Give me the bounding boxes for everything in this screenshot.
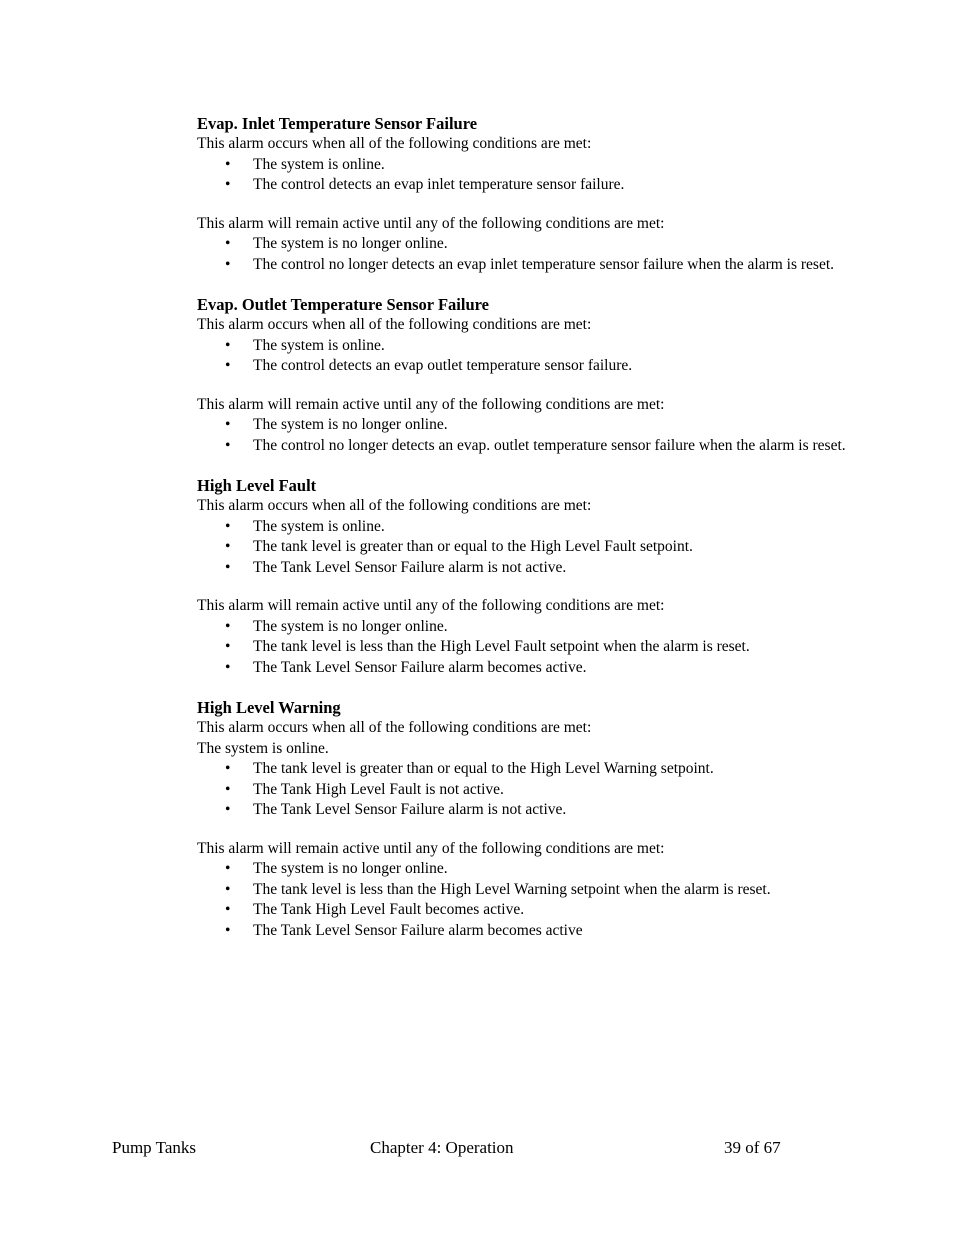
bullet-icon: • xyxy=(225,880,231,898)
bullet-icon: • xyxy=(225,517,231,535)
bullet-icon: • xyxy=(225,558,231,576)
list-item xyxy=(197,617,847,638)
remain-list xyxy=(197,617,847,679)
list-item-text: The Tank High Level Fault becomes active. xyxy=(253,901,525,918)
occurs-intro: This alarm occurs when all of the following conditions are met: xyxy=(197,316,592,333)
bullet-icon: • xyxy=(225,416,231,433)
section-heading: High Level Warning xyxy=(197,698,341,717)
page-footer xyxy=(0,1137,954,1159)
list-item xyxy=(197,537,847,558)
list-item xyxy=(197,155,847,176)
list-item xyxy=(197,415,847,436)
occurs-intro: This alarm occurs when all of the following conditions are met: xyxy=(197,497,592,514)
list-item-text: The tank level is less than the High Level Warning setpoint when the alarm is reset. xyxy=(253,880,771,898)
list-item xyxy=(197,175,847,196)
section-evap-outlet-sensor-failure xyxy=(197,294,847,456)
list-item-text: The control detects an evap outlet temperature sensor failure. xyxy=(253,357,633,374)
occurs-intro: This alarm occurs when all of the following conditions are met: xyxy=(197,719,592,736)
bullet-icon: • xyxy=(225,658,231,676)
list-item-text: The system is online. xyxy=(253,336,385,354)
remain-intro: This alarm will remain active until any of the following conditions are met: xyxy=(197,395,665,413)
list-item xyxy=(197,921,847,942)
remain-list xyxy=(197,415,847,456)
bullet-icon: • xyxy=(225,155,231,173)
occurs-plain-line: The system is online. xyxy=(197,739,329,757)
bullet-icon: • xyxy=(225,921,231,939)
bullet-icon: • xyxy=(225,780,231,798)
bullet-icon: • xyxy=(225,336,231,354)
list-item xyxy=(197,800,847,821)
occurs-intro: This alarm occurs when all of the following conditions are met: xyxy=(197,135,592,152)
list-item xyxy=(197,558,847,579)
footer-document-title: Pump Tanks xyxy=(112,1138,196,1157)
list-item-text: The tank level is greater than or equal to the High Level Fault setpoint. xyxy=(253,538,693,555)
list-item xyxy=(197,759,847,780)
remain-intro: This alarm will remain active until any of the following conditions are met: xyxy=(197,597,665,614)
list-item xyxy=(197,517,847,538)
list-item-text: The control detects an evap inlet temperature sensor failure. xyxy=(253,176,625,193)
list-item-text: The system is no longer online. xyxy=(253,235,448,252)
section-high-level-warning xyxy=(197,697,847,941)
list-item-text: The system is online. xyxy=(253,155,385,173)
bullet-icon: • xyxy=(225,901,231,918)
list-item-text: The control no longer detects an evap inlet temperature sensor failure when the alarm is reset. xyxy=(253,255,835,273)
bullet-icon: • xyxy=(225,357,231,374)
list-item-text: The Tank High Level Fault is not active. xyxy=(253,780,504,798)
footer-page-number: 39 of 67 xyxy=(724,1138,781,1157)
list-item-text: The tank level is less than the High Level Fault setpoint when the alarm is reset. xyxy=(253,638,750,655)
list-item xyxy=(197,356,847,377)
page-content xyxy=(197,113,847,941)
remain-intro: This alarm will remain active until any of the following conditions are met: xyxy=(197,214,665,232)
section-heading: Evap. Inlet Temperature Sensor Failure xyxy=(197,114,478,133)
section-high-level-fault xyxy=(197,475,847,678)
list-item-text: The Tank Level Sensor Failure alarm is not active. xyxy=(253,558,567,576)
remain-intro: This alarm will remain active until any of the following conditions are met: xyxy=(197,839,665,857)
bullet-icon: • xyxy=(225,538,231,555)
list-item-text: The system is no longer online. xyxy=(253,416,448,433)
list-item xyxy=(197,900,847,921)
bullet-icon: • xyxy=(225,860,231,877)
bullet-icon: • xyxy=(225,436,231,454)
bullet-icon: • xyxy=(225,638,231,655)
occurs-list xyxy=(197,155,847,196)
bullet-icon: • xyxy=(225,235,231,252)
list-item xyxy=(197,336,847,357)
list-item xyxy=(197,658,847,679)
list-item-text: The control no longer detects an evap. outlet temperature sensor failure when the alarm is reset. xyxy=(253,436,846,454)
remain-list xyxy=(197,234,847,275)
list-item xyxy=(197,255,847,276)
section-heading: Evap. Outlet Temperature Sensor Failure xyxy=(197,295,489,314)
bullet-icon: • xyxy=(225,801,231,818)
list-item-text: The tank level is greater than or equal to the High Level Warning setpoint. xyxy=(253,760,714,777)
occurs-list xyxy=(197,517,847,579)
list-item xyxy=(197,859,847,880)
list-item xyxy=(197,880,847,901)
list-item-text: The Tank Level Sensor Failure alarm becomes active xyxy=(253,921,583,939)
list-item xyxy=(197,436,847,457)
footer-chapter: Chapter 4: Operation xyxy=(370,1138,514,1157)
list-item-text: The Tank Level Sensor Failure alarm becomes active. xyxy=(253,658,587,676)
list-item xyxy=(197,780,847,801)
occurs-list xyxy=(197,336,847,377)
section-evap-inlet-sensor-failure xyxy=(197,113,847,275)
bullet-icon: • xyxy=(225,176,231,193)
list-item-text: The system is online. xyxy=(253,517,385,535)
bullet-icon: • xyxy=(225,760,231,777)
bullet-icon: • xyxy=(225,255,231,273)
list-item-text: The system is no longer online. xyxy=(253,860,448,877)
bullet-icon: • xyxy=(225,617,231,635)
list-item xyxy=(197,234,847,255)
list-item-text: The Tank Level Sensor Failure alarm is not active. xyxy=(253,801,567,818)
occurs-list xyxy=(197,759,847,821)
remain-list xyxy=(197,859,847,941)
section-heading: High Level Fault xyxy=(197,476,317,495)
list-item xyxy=(197,637,847,658)
list-item-text: The system is no longer online. xyxy=(253,617,448,635)
